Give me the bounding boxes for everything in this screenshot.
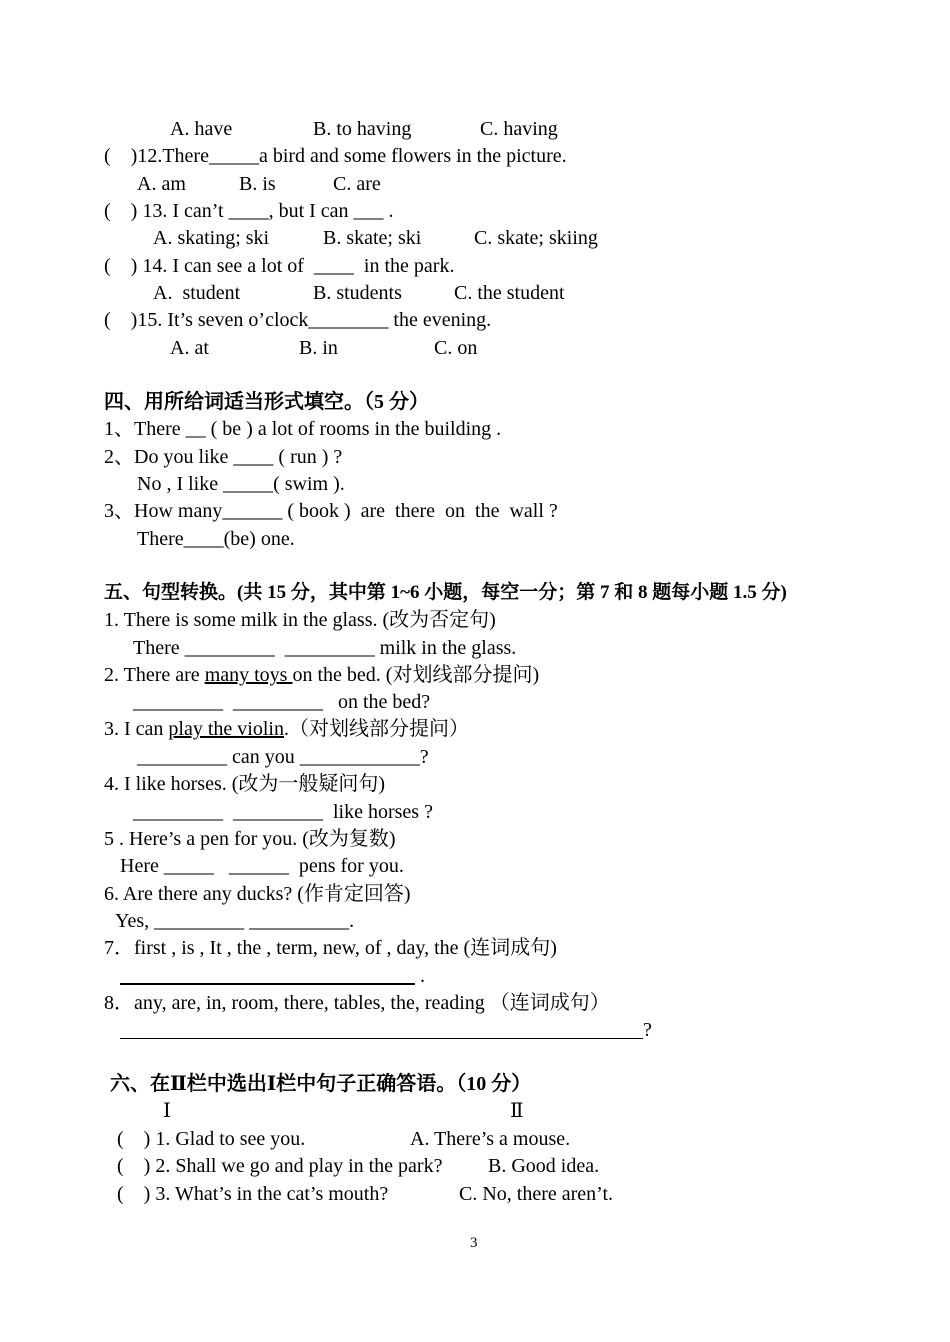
q12-option-c: C. are: [333, 173, 381, 195]
q14-option-a: A. student: [153, 282, 241, 304]
q14-option-c: C. the student: [454, 282, 565, 304]
q14-stem: ( ) 14. I can see a lot of ____ in the park.: [104, 255, 455, 277]
section5-q2-underlined: many toys: [204, 664, 293, 686]
q13-option-c: C. skate; skiing: [474, 227, 598, 249]
section4-line-5: There____(be) one.: [137, 528, 295, 550]
section6-row-2-question: ( ) 2. Shall we go and play in the park?: [117, 1155, 443, 1177]
section5-q3-underlined: play the violin: [168, 718, 284, 740]
section5-q3-pre: 3. I can: [104, 718, 169, 740]
section5-q3-answer: _________ can you ____________?: [137, 746, 429, 768]
q12-option-b: B. is: [239, 173, 276, 195]
section4-line-1: 1、There __ ( be ) a lot of rooms in the building .: [104, 418, 502, 440]
q12-stem: ( )12.There_____a bird and some flowers in the picture.: [104, 145, 567, 167]
section5-q2-answer: _________ _________ on the bed?: [133, 691, 431, 713]
section5-q1: 1. There is some milk in the glass. (改为否定句): [104, 609, 496, 631]
section5-q2-pre: 2. There are: [104, 664, 205, 686]
section5-q3: [104, 716, 469, 742]
section5-q3-post: .（对划线部分提问）: [283, 718, 469, 740]
section5-q2-post: on the bed. (对划线部分提问): [292, 664, 540, 686]
section6-column-2-heading: Ⅱ: [510, 1100, 524, 1122]
section4-line-4: 3、How many______ ( book ) are there on the wall ?: [104, 500, 558, 522]
section5-q2: [104, 662, 539, 688]
section5-q7-answer-end: .: [415, 965, 425, 987]
section5-q6-answer: Yes, _________ __________.: [115, 910, 355, 932]
section5-q8-answer-end: ?: [643, 1019, 652, 1041]
section5-q5: 5 . Here’s a pen for you. (改为复数): [104, 828, 396, 850]
section6-title: 六、在Ⅱ栏中选出Ⅰ栏中句子正确答语。（10 分）: [110, 1073, 532, 1095]
section6-column-1-heading: Ⅰ: [163, 1100, 171, 1122]
q13-option-a: A. skating; ski: [153, 227, 270, 249]
q13-stem: ( ) 13. I can’t ____, but I can ___ .: [104, 200, 394, 222]
section4-line-3: No , I like _____( swim ).: [137, 473, 345, 495]
q13-option-b: B. skate; ski: [323, 227, 422, 249]
section5-q4: 4. I like horses. (改为一般疑问句): [104, 773, 386, 795]
section5-q6: 6. Are there any ducks? (作肯定回答): [104, 883, 411, 905]
section4-title: 四、用所给词适当形式填空。（5 分）: [104, 391, 429, 413]
q15-option-a: A. at: [170, 337, 209, 359]
page-number: 3: [470, 1235, 478, 1251]
section4-line-2: 2、Do you like ____ ( run ) ?: [104, 446, 343, 468]
section6-row-3-question: ( ) 3. What’s in the cat’s mouth?: [117, 1183, 389, 1205]
q15-option-b: B. in: [299, 337, 338, 359]
q15-option-c: C. on: [434, 337, 478, 359]
section5-q1-answer: There _________ _________ milk in the glass.: [133, 637, 517, 659]
q11-option-a: A. have: [170, 118, 233, 140]
section5-q5-answer: Here _____ ______ pens for you.: [120, 855, 404, 877]
q12-option-a: A. am: [137, 173, 186, 195]
section5-title: 五、句型转换。(共 15 分，其中第 1~6 小题，每空一分；第 7 和 8 题每小题 1.5 分): [104, 582, 787, 603]
section5-q4-answer: _________ _________ like horses ?: [133, 801, 433, 823]
section6-row-2-answer: B. Good idea.: [488, 1155, 600, 1177]
section5-q8: 8．any, are, in, room, there, tables, the, reading （连词成句）: [104, 992, 610, 1014]
q11-option-c: C. having: [480, 118, 558, 140]
section5-q7: 7．first , is , It , the , term, new, of , day, the (连词成句): [104, 937, 557, 959]
section5-q8-answer-line: [120, 1038, 643, 1039]
q15-stem: ( )15. It’s seven o’clock________ the evening.: [104, 309, 492, 331]
section6-row-3-answer: C. No, there aren’t.: [459, 1183, 614, 1205]
section5-q7-answer-line: [120, 983, 415, 985]
q14-option-b: B. students: [313, 282, 402, 304]
section6-row-1-answer: A. There’s a mouse.: [410, 1128, 571, 1150]
q11-option-b: B. to having: [313, 118, 412, 140]
section6-row-1-question: ( ) 1. Glad to see you.: [117, 1128, 306, 1150]
